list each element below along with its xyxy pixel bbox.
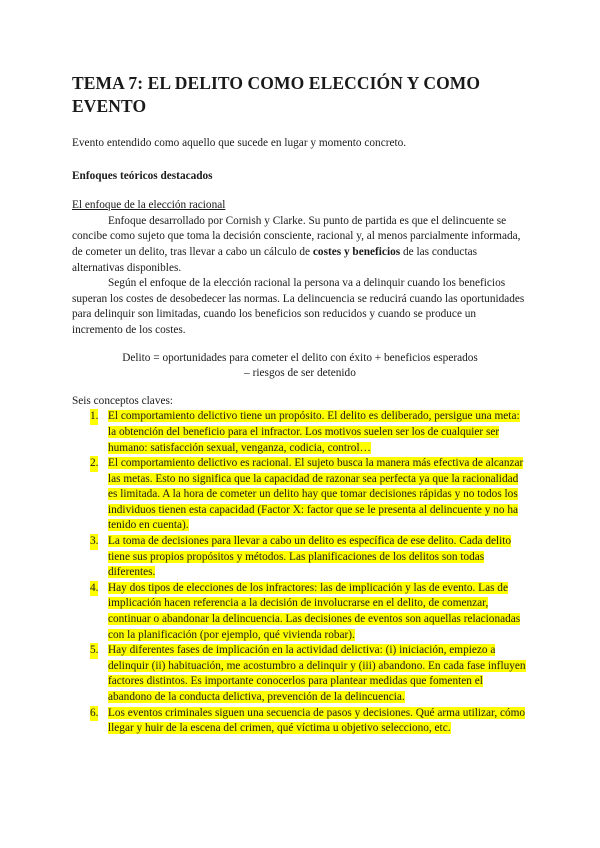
list-item-text: El comportamiento delictivo tiene un propósito. El delito es deliberado, persigue una meta: la obtención del beneficio para el infractor. Los motivos suelen ser los de cualquier ser humano: satisfacción sexual, venganza, codicia, control… — [108, 410, 520, 454]
list-item — [72, 534, 528, 581]
paragraph-rational-choice — [72, 214, 528, 276]
subheading: El enfoque de la elección racional — [72, 199, 226, 212]
list-number: 2. — [90, 456, 98, 472]
intro-text: Evento entendido como aquello que sucede en lugar y momento concreto. — [72, 137, 407, 149]
list-item-text: Hay diferentes fases de implicación en la actividad delictiva: (i) iniciación, empiezo a delinquir (ii) habituación, me acostumbro a delinquir y (iii) abandono. En cada fase influyen factores distintos. Es importante conocerlos para plantear medidas que fomenten el abandono de la conducta delictiva, prevención de la delincuencia. — [108, 644, 526, 703]
list-item — [72, 643, 528, 705]
list-item-text: El comportamiento delictivo es racional. El sujeto busca la manera más efectiva de alcanzar las metas. Esto no significa que la capacidad de razonar sea perfecta ya que la racionalidad es limitada. A la hora de cometer un delito hay que tomar decisiones rápidas y no todos los individuos tienen esta capacidad (Factor X: factor que se le presenta al delincuente y no ha tenido en cuenta). — [108, 457, 524, 532]
formula-line-1: Delito = oportunidades para cometer el delito con éxito + beneficios esperados — [122, 351, 478, 364]
document-page — [72, 72, 528, 737]
list-number: 4. — [90, 581, 98, 597]
formula — [72, 351, 528, 382]
list-number: 1. — [90, 409, 98, 425]
concepts-heading: Seis conceptos claves: — [72, 394, 174, 407]
list-item — [72, 456, 528, 534]
paragraph-rational-choice-2: Según el enfoque de la elección racional la persona va a delinquir cuando los beneficios superan los costes de desobedecer las normas. La delincuencia se reducirá cuando las oportunidades para delinquir son limitadas, cuando los beneficios son reducidos y cuando se produce un incremento de los costes. — [72, 277, 525, 336]
list-item — [72, 409, 528, 456]
list-item — [72, 581, 528, 643]
list-item-text: Hay dos tipos de elecciones de los infractores: las de implicación y las de evento. Las de implicación hacen referencia a la decisión de involucrarse en el delito, de comenzar, continuar o abandonar la delincuencia. Las decisiones de eventos son aquellas relacionadas con la planificación (por ejemplo, qué vivienda robar). — [108, 581, 521, 641]
section-heading: Enfoques teóricos destacados — [72, 169, 213, 182]
concepts-list — [72, 409, 528, 736]
list-number: 6. — [90, 706, 98, 722]
list-item — [72, 706, 528, 737]
document-title: TEMA 7: EL DELITO COMO ELECCIÓN Y COMO EVENTO — [72, 73, 481, 116]
list-item-text: Los eventos criminales siguen una secuencia de pasos y decisiones. Qué arma utilizar, cómo llegar y huir de la escena del crimen, qué víctima u objetivo selecciono, etc. — [108, 706, 526, 735]
paragraph-text: Enfoque desarrollado por Cornish y Clarke. Su punto de partida es que el delincuente se concibe como sujeto que toma la decisión consciente, racional y, al menos parcialmente informada, de cometer un delito, tras llevar a cabo un cálculo de — [72, 214, 521, 258]
list-number: 3. — [90, 534, 98, 550]
formula-line-2: – riesgos de ser detenido — [244, 367, 356, 380]
paragraph-text: de las conductas alternativas disponibles. — [72, 245, 477, 274]
list-item-text: La toma de decisiones para llevar a cabo un delito es específica de ese delito. Cada delito tiene sus propios propósitos y métodos. Las planificaciones de los delitos son todas diferentes. — [108, 535, 512, 579]
bold-term: costes y beneficios — [312, 245, 401, 258]
list-number: 5. — [90, 643, 98, 659]
